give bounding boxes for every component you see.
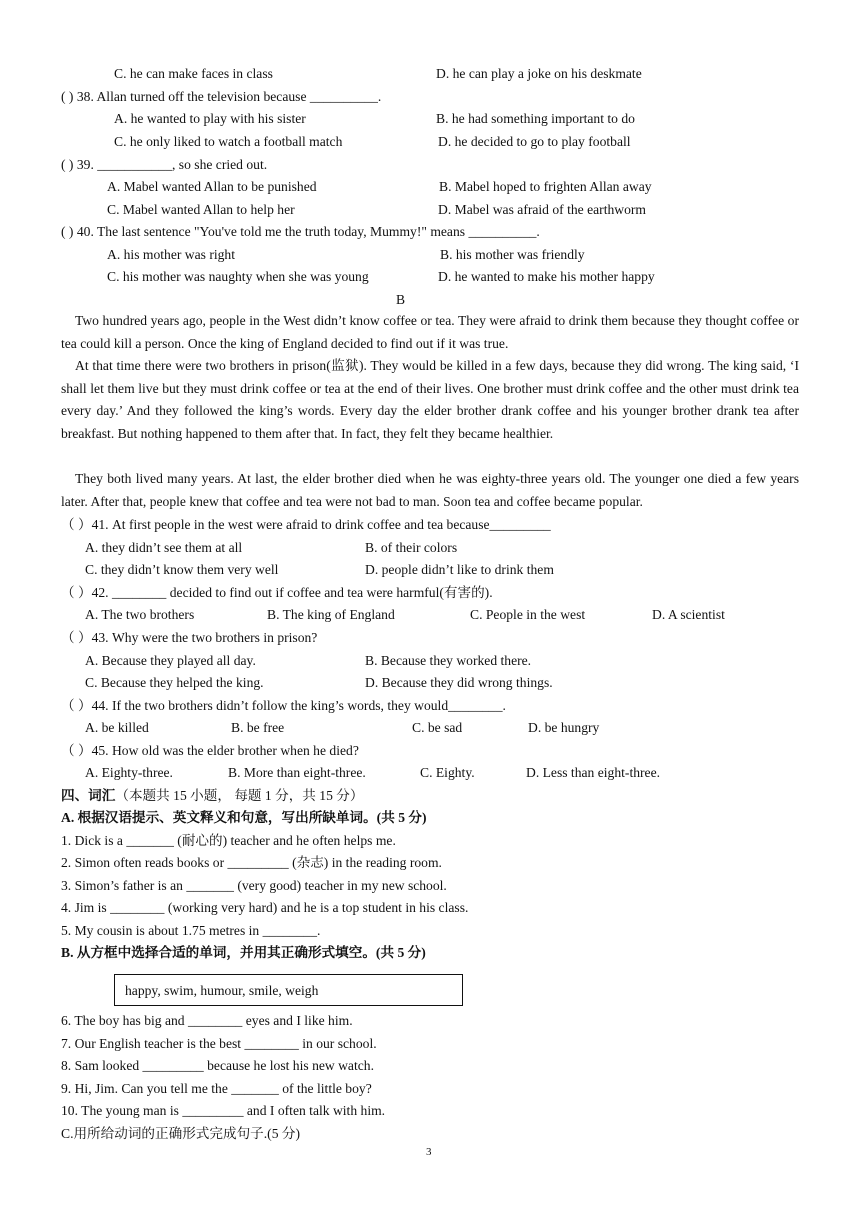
word-box-words: happy, swim, humour, smile, weigh [125,983,319,998]
q41-option-b: B. of their colors [365,540,458,555]
q45-option-b: B. More than eight-three. [228,765,366,780]
q37-option-c: C. he can make faces in class [114,66,273,81]
q43-option-d: D. Because they did wrong things. [365,675,553,690]
part-b-item: 6. The boy has big and ________ eyes and I like him. [61,1013,353,1028]
part-a-item: 4. Jim is ________ (working very hard) and he is a top student in his class. [61,900,469,915]
q42-option-a: A. The two brothers [85,607,195,622]
q40-option-d: D. he wanted to make his mother happy [438,269,655,284]
q43-option-b: B. Because they worked there. [365,653,532,668]
q43-stem: （ ）43. Why were the two brothers in prison? [61,630,318,645]
part-c-instruction: C.用所给动词的正确形式完成句子.(5 分) [61,1126,301,1141]
q37-option-d: D. he can play a joke on his deskmate [436,66,642,81]
q45-option-c: C. Eighty. [420,765,475,780]
part-a-item: 5. My cousin is about 1.75 metres in ________. [61,923,321,938]
word-box [114,974,463,1006]
passage-paragraph-2: At that time there were two brothers in prison(监狱). They would be killed in a few days, because they did wrong. The king said, ‘I shall let them live but they must drink coffee or tea at the end of their lives. One brother must drink coffee and the other must drink tea every day.’ And they followed the king’s words. Every day the elder brother drank coffee and his younger brother drank tea after breakfast. But nothing happened to them after that. In fact, they felt they became healthier. [61,358,799,441]
q42-option-d: D. A scientist [652,607,725,622]
q39-option-a: A. Mabel wanted Allan to be punished [107,179,317,194]
q39-option-b: B. Mabel hoped to frighten Allan away [439,179,652,194]
part-b-instruction: B. 从方框中选择合适的单词，并用其正确形式填空。(共 5 分) [61,945,426,960]
q45-stem: （ ）45. How old was the elder brother when he died? [61,743,359,758]
q42-option-b: B. The king of England [267,607,395,622]
part-a-instruction: A. 根据汉语提示、英文释义和句意，写出所缺单词。(共 5 分) [61,810,427,825]
q44-option-b: B. be free [231,720,285,735]
q43-option-c: C. Because they helped the king. [85,675,264,690]
q40-option-a: A. his mother was right [107,247,235,262]
q38-option-b: B. he had something important to do [436,111,635,126]
section-4-title-rest: （本题共 15 小题， 每题 1 分，共 15 分） [115,788,364,803]
passage-paragraph-1: Two hundred years ago, people in the West didn’t know coffee or tea. They were afraid to drink them because they thought coffee or tea could kill a person. Once the king of England decided to find out if it was true. [61,313,799,351]
q41-option-a: A. they didn’t see them at all [85,540,243,555]
q38-option-c: C. he only liked to watch a football match [114,134,343,149]
passage-paragraph-3: They both lived many years. At last, the elder brother died when he was eighty-three years old. The younger one died a few years later. After that, people knew that coffee and tea were not bad to man. Soon tea and coffee became popular. [61,471,799,509]
q44-stem: （ ）44. If the two brothers didn’t follow the king’s words, they would________. [61,698,506,713]
q41-option-d: D. people didn’t like to drink them [365,562,554,577]
q40-stem: ( ) 40. The last sentence "You've told me the truth today, Mummy!" means __________. [61,224,540,239]
q43-option-a: A. Because they played all day. [85,653,256,668]
q39-option-c: C. Mabel wanted Allan to help her [107,202,295,217]
part-a-item: 3. Simon’s father is an _______ (very good) teacher in my new school. [61,878,447,893]
part-b-item: 8. Sam looked _________ because he lost his new watch. [61,1058,374,1073]
part-a-item: 2. Simon often reads books or _________ (杂志) in the reading room. [61,855,442,870]
section-4-title-bold: 四、词汇 [61,788,116,803]
q38-option-d: D. he decided to go to play football [438,134,631,149]
part-a-item: 1. Dick is a _______ (耐心的) teacher and he often helps me. [61,833,396,848]
passage-heading: B [396,292,406,307]
q42-option-c: C. People in the west [470,607,586,622]
q44-option-a: A. be killed [85,720,149,735]
q38-option-a: A. he wanted to play with his sister [114,111,306,126]
page-number: 3 [426,1146,432,1158]
part-b-item: 9. Hi, Jim. Can you tell me the _______ of the little boy? [61,1081,372,1096]
q44-option-c: C. be sad [412,720,463,735]
q45-option-a: A. Eighty-three. [85,765,173,780]
q44-option-d: D. be hungry [528,720,600,735]
q41-option-c: C. they didn’t know them very well [85,562,279,577]
part-b-item: 7. Our English teacher is the best ________ in our school. [61,1036,377,1051]
q38-stem: ( ) 38. Allan turned off the television because __________. [61,89,382,104]
q42-stem: （ ）42. ________ decided to find out if coffee and tea were harmful(有害的). [61,585,493,600]
part-b-item: 10. The young man is _________ and I often talk with him. [61,1103,386,1118]
section-4-title [61,787,363,805]
q41-stem: （ ）41. At first people in the west were afraid to drink coffee and tea because_________ [61,517,551,532]
q39-stem: ( ) 39. ___________, so she cried out. [61,157,268,172]
q45-option-d: D. Less than eight-three. [526,765,661,780]
q40-option-b: B. his mother was friendly [440,247,585,262]
q39-option-d: D. Mabel was afraid of the earthworm [438,202,646,217]
q40-option-c: C. his mother was naughty when she was young [107,269,369,284]
